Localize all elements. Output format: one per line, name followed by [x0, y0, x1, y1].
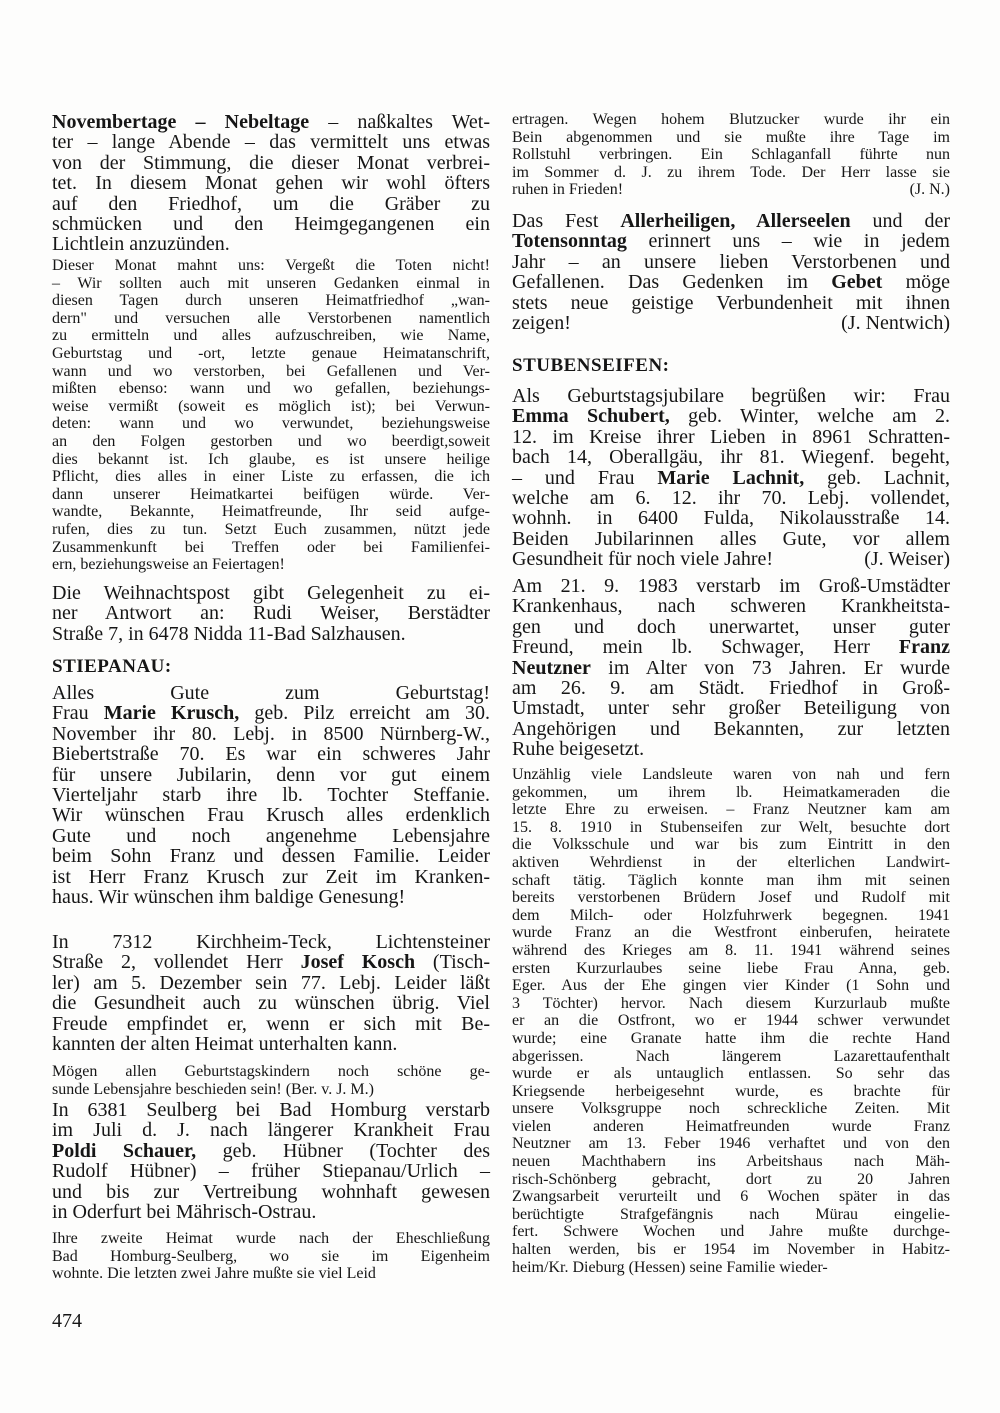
text-line	[512, 129, 950, 147]
text-segment: Zusammenkunft bei Treffen oder bei Familienfei-	[52, 538, 490, 556]
text-segment: wohnh. in 6400 Fulda, Nikolausstraße 14.	[512, 507, 950, 530]
text-line	[52, 867, 490, 887]
text-line	[52, 173, 490, 193]
text-segment: Geburtstag und -ort, letzte genaue Heimatanschrift,	[52, 344, 490, 362]
text-line	[52, 826, 490, 846]
text-line	[512, 1118, 950, 1136]
text-segment: – und Frau	[512, 466, 658, 489]
text-segment: welche am 6. 12. ihr 70. Lebj. vollendet,	[512, 487, 950, 510]
text-segment: wohnte. Die letzten zwei Jahre mußte sie viel Leid	[52, 1265, 376, 1283]
right-column	[512, 0, 950, 1413]
text-line	[52, 433, 490, 451]
text-line	[512, 678, 950, 698]
text-line	[512, 272, 950, 292]
text-line	[512, 766, 950, 784]
text-line	[512, 1259, 950, 1277]
text-line	[512, 658, 950, 678]
text-line	[512, 1188, 950, 1206]
text-segment: gekommen, um ihrem lb. Heimatkameraden die	[512, 783, 950, 801]
text-segment: beim Sohn Franz und dessen Familie. Leider	[52, 845, 490, 868]
text-line	[52, 583, 490, 603]
text-segment: tet. In diesem Monat gehen wir wohl öfters	[52, 172, 490, 195]
text-line	[52, 257, 490, 275]
text-line	[512, 181, 950, 199]
paragraph	[52, 112, 490, 255]
text-line	[52, 194, 490, 214]
text-line	[52, 310, 490, 328]
text-line	[52, 765, 490, 785]
section-heading	[512, 354, 950, 378]
text-line	[512, 1083, 950, 1101]
text-line	[512, 427, 950, 447]
text-line	[52, 952, 490, 972]
text-segment: weise vermißt (soweit es möglich ist); bei Verwun-	[52, 397, 490, 415]
text-segment: haus. Wir wünschen ihm baldige Genesung!	[52, 886, 406, 909]
text-segment: Als Geburtstagsjubilare begrüßen wir: Frau	[512, 385, 950, 407]
text-segment: im Sommer d. J. zu ihrem Tode. Der Herr lasse sie	[512, 163, 950, 181]
text-line	[512, 1153, 950, 1171]
text-line	[52, 993, 490, 1013]
text-segment: wurde; eine Granate hatte ihm die rechte Hand	[512, 1029, 950, 1047]
text-segment: an den Folgen gestorben und wo beerdigt,soweit	[52, 432, 490, 450]
text-line	[52, 932, 490, 952]
text-segment: Angehörigen und Bekannten, zur letzten	[512, 717, 950, 740]
paragraph	[52, 1100, 490, 1222]
bold-name: Totensonntag	[512, 230, 627, 253]
text-segment: Ruhe beigesetzt.	[512, 738, 645, 761]
text-segment: rufen, dies zu tun. Setzt Euch zusammen, nützt jede	[52, 520, 490, 538]
text-line	[512, 386, 950, 406]
text-segment: und bis zur Vertreibung wohnhaft gewesen	[52, 1180, 490, 1203]
text-line	[52, 234, 490, 254]
text-segment: – Wir sollten auch mit unseren Gedanken einmal in	[52, 274, 490, 292]
text-line	[512, 529, 950, 549]
text-line	[512, 313, 950, 333]
text-line	[512, 1100, 950, 1118]
text-segment: dies bekannt ist. Ich glaube, es ist unsere heilige	[52, 450, 490, 468]
text-segment: schmücken und den Heimgegangenen ein	[52, 213, 490, 236]
paragraph	[512, 386, 950, 570]
text-segment: Mögen allen Geburtstagskindern noch schöne ge-	[52, 1063, 490, 1080]
text-segment: möge	[882, 271, 951, 294]
text-segment: diesen Tagen durch unseren Heimatfriedhof „wan-	[52, 292, 490, 310]
text-line	[512, 924, 950, 942]
text-segment: Kriegsende herbeigesehnt wurde, es brachte für	[512, 1082, 950, 1100]
text-segment: ern, beziehungsweise an Feiertagen!	[52, 556, 285, 574]
text-segment: unsere Volksgruppe noch schreckliche Zeiten. Mit	[512, 1100, 950, 1118]
text-line	[52, 1100, 490, 1120]
text-segment: Bad Homburg-Seulberg, wo sie im Eigenheim	[52, 1247, 490, 1265]
text-segment: aktiven Wehrdienst in der elterlichen Landwirt-	[512, 853, 950, 871]
text-segment: erinnert uns – wie in jedem	[626, 230, 950, 253]
text-line	[52, 785, 490, 805]
bold-name: Gebet	[831, 271, 883, 294]
text-line	[52, 398, 490, 416]
text-segment: geb. Pilz erreicht am 30.	[239, 702, 490, 725]
text-segment: geb. Winter, welche am 2.	[669, 405, 950, 428]
text-segment: Gesundheit für noch viele Jahre!	[512, 548, 774, 571]
text-segment: zeigen!	[512, 312, 571, 335]
text-segment: in Oderfurt bei Mährisch-Ostrau.	[52, 1201, 317, 1224]
text-line	[52, 1202, 490, 1222]
text-segment: November ihr 80. Lebj. in 8500 Nürnberg-W.,	[52, 722, 490, 745]
text-line	[52, 415, 490, 433]
text-segment: Eger. Aus der Ehe gingen vier Kinder (1 Sohn und	[512, 977, 950, 995]
text-line	[52, 1141, 490, 1161]
text-segment: – naßkaltes Wet-	[309, 111, 490, 133]
text-line	[512, 784, 950, 802]
text-line	[52, 521, 490, 539]
text-line	[512, 576, 950, 596]
text-segment: Alles Gute zum Geburtstag!	[52, 682, 490, 704]
text-segment: er an die Ostfront, wo er 1944 schwer verwundet	[512, 1012, 950, 1030]
text-line	[52, 846, 490, 866]
text-segment: ner Antwort an: Rudi Weiser, Berstädter	[52, 602, 490, 625]
text-segment: neuen Machthabern ins Arbeitshaus nach Mäh-	[512, 1153, 950, 1171]
text-line	[52, 1034, 490, 1054]
text-segment: Krankenhaus, nach schweren Krankheitsta-	[512, 595, 950, 618]
text-segment: Straße 7, in 6478 Nidda 11-Bad Salzhausen.	[52, 622, 406, 645]
text-line	[512, 252, 950, 272]
paragraph	[512, 576, 950, 760]
text-line	[512, 508, 950, 528]
paragraph	[52, 683, 490, 907]
text-line	[512, 719, 950, 739]
text-segment: Neutzner am 13. Feber 1946 verhaftet und von den	[512, 1135, 950, 1153]
text-segment: Biebertstraße 70. Es war ein schweres Jahr	[52, 743, 490, 766]
bold-name: Novembertage – Nebeltage	[52, 111, 310, 133]
text-segment: 12. im Kreise ihrer Lieben in 8961 Schratten-	[512, 425, 950, 448]
text-segment: vielen anderen Heimatfreunden wurde Franz	[512, 1117, 950, 1135]
text-segment: halten werden, bis er 1954 im November in Habitz-	[512, 1241, 950, 1259]
text-segment: Frau	[52, 702, 104, 725]
text-line	[512, 854, 950, 872]
author-attribution: (J. Nentwich)	[841, 312, 950, 335]
text-segment: abgerissen. Nach längerem Lazarettaufenthalt	[512, 1047, 950, 1065]
text-line	[512, 995, 950, 1013]
text-line	[52, 973, 490, 993]
text-segment: Freude empfindet er, wenn er sich mit Be-	[52, 1012, 490, 1035]
text-segment: am 26. 9. am Städt. Friedhof in Groß-	[512, 677, 950, 700]
text-line	[52, 1265, 490, 1283]
text-line	[52, 683, 490, 703]
text-segment: heim/Kr. Dieburg (Hessen) seine Familie wieder-	[512, 1258, 828, 1276]
paragraph	[52, 257, 490, 574]
text-line	[52, 275, 490, 293]
text-segment: und der	[850, 210, 951, 232]
text-line	[52, 345, 490, 363]
text-segment: ruhen in Frieden!	[512, 181, 624, 199]
text-line	[52, 468, 490, 486]
text-line	[512, 889, 950, 907]
text-segment: dem Milch- oder Holzfuhrwerk begegnen. 1941	[512, 906, 950, 924]
text-segment: geb. Lachnit,	[804, 466, 950, 489]
bold-name: Marie Krusch,	[103, 702, 240, 725]
text-line	[52, 380, 490, 398]
text-line	[52, 1248, 490, 1266]
text-segment: Freund, mein lb. Schwager, Herr	[512, 636, 899, 659]
text-segment: Straße 2, vollendet Herr	[52, 951, 301, 974]
text-line	[52, 112, 490, 132]
text-segment: Pflicht, dies alles in einer Liste zu erfassen, die ich	[52, 468, 490, 486]
text-segment: ist Herr Franz Krusch zur Zeit im Kranken-	[52, 865, 490, 888]
text-segment: geb. Hübner (Tochter des	[196, 1139, 491, 1162]
text-line	[512, 977, 950, 995]
text-segment: Rudolf Hübner) – früher Stiepanau/Urlich –	[52, 1160, 490, 1183]
paragraph	[52, 932, 490, 1054]
text-segment: sunde Lebensjahre beschieden sein! (Ber. v. J. M.)	[52, 1080, 374, 1098]
paragraph	[52, 1230, 490, 1283]
text-line	[512, 549, 950, 569]
text-segment: gen und doch unerwartet, unser guter	[512, 615, 950, 638]
text-line	[512, 739, 950, 759]
text-line	[512, 406, 950, 426]
text-line	[52, 1081, 490, 1099]
text-segment: Das Fest	[512, 210, 621, 232]
text-line	[512, 836, 950, 854]
author-attribution: (J. N.)	[909, 181, 950, 199]
text-segment: Lichtlein anzuzünden.	[52, 233, 230, 256]
text-line	[52, 132, 490, 152]
bold-name: Josef Kosch	[300, 951, 416, 974]
text-segment: Vierteljahr starb ihre lb. Tochter Steffanie.	[52, 784, 490, 807]
text-line	[512, 596, 950, 616]
page-number: 474	[52, 1310, 82, 1332]
text-line	[52, 1014, 490, 1034]
text-segment: stets neue geistige Verbundenheit mit ihnen	[512, 291, 950, 314]
left-column	[52, 0, 490, 1413]
bold-name: Neutzner	[512, 656, 591, 679]
text-line	[52, 624, 490, 644]
text-line	[512, 1223, 950, 1241]
text-line	[52, 603, 490, 623]
text-line	[52, 363, 490, 381]
text-line	[512, 872, 950, 890]
text-segment: Am 21. 9. 1983 verstarb im Groß-Umstädter	[512, 575, 950, 597]
text-segment: Die Weihnachtspost gibt Gelegenheit zu ei-	[52, 582, 490, 604]
paragraph	[512, 211, 950, 333]
text-segment: dern" und versuchen alle Verstorbenen namentlich	[52, 309, 490, 327]
text-line	[52, 887, 490, 907]
text-line	[512, 1171, 950, 1189]
text-line	[512, 907, 950, 925]
text-line	[52, 1161, 490, 1181]
text-line	[52, 539, 490, 557]
text-line	[512, 942, 950, 960]
paragraph	[512, 111, 950, 199]
author-attribution: (J. Weiser)	[864, 548, 950, 571]
text-segment: Bein abgenommen und sie mußte ihre Tage im	[512, 128, 950, 146]
text-segment: im Juli d. J. nach längerer Krankheit Frau	[52, 1119, 490, 1142]
text-segment: (Tisch-	[415, 951, 490, 974]
text-line	[512, 211, 950, 231]
text-segment: Rollstuhl verbringen. Ein Schlaganfall führte nun	[512, 146, 950, 164]
text-segment: Dieser Monat mahnt uns: Vergeßt die Toten nicht!	[52, 257, 490, 274]
text-segment: von der Stimmung, die dieser Monat verbrei-	[52, 151, 490, 174]
text-segment: 3 Töchter) hervor. Nach diesem Kurzurlaub mußte	[512, 994, 950, 1012]
bold-name: Emma Schubert,	[512, 405, 670, 428]
paragraph	[52, 1063, 490, 1098]
text-line	[512, 1048, 950, 1066]
text-line	[512, 164, 950, 182]
text-segment: 15. 8. 1910 in Stubenseifen zur Welt, besuchte dort	[512, 818, 950, 836]
text-segment: ersten Kurzurlaubes seine liebe Frau Anna, geb.	[512, 959, 950, 977]
text-line	[52, 744, 490, 764]
text-line	[52, 486, 490, 504]
text-segment: dann unserer Heimatkartei beifügen würde. Ver-	[52, 485, 490, 503]
bold-name: Franz	[898, 636, 950, 659]
text-segment: kannten der alten Heimat unterhalten kann.	[52, 1033, 398, 1056]
text-segment: Ihre zweite Heimat wurde nach der Eheschließung	[52, 1230, 490, 1247]
text-segment: STUBENSEIFEN:	[512, 355, 670, 376]
text-line	[52, 1063, 490, 1081]
text-segment: wann und wo verstorben, bei Gefallenen und Ver-	[52, 362, 490, 380]
text-line	[512, 146, 950, 164]
text-line	[512, 447, 950, 467]
text-line	[52, 292, 490, 310]
text-line	[512, 231, 950, 251]
text-line	[512, 1030, 950, 1048]
text-segment: Wir wünschen Frau Krusch alles erdenklich	[52, 804, 490, 827]
text-line	[512, 111, 950, 129]
text-line	[52, 1230, 490, 1248]
text-segment: auf den Friedhof, um die Gräber zu	[52, 192, 490, 215]
text-line	[512, 698, 950, 718]
text-line	[512, 637, 950, 657]
text-segment: Gute und noch angenehme Lebensjahre	[52, 824, 490, 847]
text-line	[512, 819, 950, 837]
text-segment: während des Krieges am 8. 11. 1941 während seines	[512, 941, 950, 959]
text-segment: die Gesundheit auch zu wünschen übrig. Viel	[52, 992, 490, 1015]
text-segment: die Volksschule und war bis zum Eintritt in den	[512, 836, 950, 854]
text-line	[52, 724, 490, 744]
text-line	[52, 451, 490, 469]
text-line	[512, 488, 950, 508]
text-segment: In 6381 Seulberg bei Bad Homburg verstarb	[52, 1099, 490, 1121]
text-segment: ler) am 5. Dezember sein 77. Lebj. Leider läßt	[52, 971, 490, 994]
bold-name: Allerheiligen, Allerseelen	[620, 210, 851, 232]
text-segment: für unsere Jubilarin, denn vor gut einem	[52, 763, 490, 786]
text-line	[52, 503, 490, 521]
text-segment: STIEPANAU:	[52, 656, 172, 677]
paragraph	[52, 583, 490, 644]
text-segment: Jahr – an unsere lieben Verstorbenen und	[512, 250, 950, 273]
text-line	[512, 1012, 950, 1030]
text-segment: wurde er als untauglich entlassen. So sehr das	[512, 1065, 950, 1083]
text-segment: fert. Schwere Wochen und Jahre mußte durchge-	[512, 1223, 950, 1241]
text-line	[52, 327, 490, 345]
bold-name: Marie Lachnit,	[657, 466, 805, 489]
text-line	[512, 1241, 950, 1259]
text-line	[512, 1135, 950, 1153]
text-line	[52, 655, 490, 679]
text-segment: bach 14, Oberallgäu, ihr 81. Wiegenf. begeht,	[512, 446, 950, 469]
text-line	[52, 1120, 490, 1140]
text-segment: wurde Franz an die Westfront einberufen, heiratete	[512, 924, 950, 942]
text-line	[52, 805, 490, 825]
text-line	[52, 703, 490, 723]
text-segment: Beiden Jubilarinnen alles Gute, vor allem	[512, 527, 950, 550]
text-segment: In 7312 Kirchheim-Teck, Lichtensteiner	[52, 931, 490, 953]
text-segment: Umstadt, unter sehr großer Beteiligung von	[512, 697, 950, 720]
text-segment: bereits verstorbenen Brüdern Josef und Rudolf mit	[512, 889, 950, 907]
text-segment: zu ermitteln und alles aufzuschreiben, wie Name,	[52, 327, 490, 345]
paragraph	[512, 766, 950, 1276]
text-segment: mißten ebenso: wann und wo gefallen, beziehungs-	[52, 380, 490, 398]
text-segment: im Alter von 73 Jahren. Er wurde	[590, 656, 950, 679]
text-segment: Zwangsarbeit verurteilt und 6 Wochen später in das	[512, 1188, 950, 1206]
text-line	[52, 214, 490, 234]
text-segment: Gefallenen. Das Gedenken im	[512, 271, 832, 294]
text-line	[512, 293, 950, 313]
text-line	[52, 1182, 490, 1202]
text-segment: berüchtigte Strafgefängnis nach Mürau eingelie-	[512, 1205, 950, 1223]
text-line	[52, 153, 490, 173]
text-line	[52, 556, 490, 574]
text-line	[512, 1065, 950, 1083]
text-segment: ter – lange Abende – das vermittelt uns etwas	[52, 131, 490, 154]
text-line	[512, 801, 950, 819]
section-heading	[52, 655, 490, 679]
text-segment: risch-Schönberg gebracht, dort zu 20 Jahren	[512, 1170, 950, 1188]
text-segment: Unzählig viele Landsleute waren von nah und fern	[512, 766, 950, 783]
text-segment: ertragen. Wegen hohem Blutzucker wurde ihr ein	[512, 111, 950, 128]
text-line	[512, 354, 950, 378]
text-line	[512, 960, 950, 978]
text-segment: deten: wann und wo verwundet, beziehungsweise	[52, 415, 490, 433]
text-line	[512, 468, 950, 488]
text-line	[512, 617, 950, 637]
text-segment: wandte, Bekannte, Heimatfreunde, Ihr seid aufge-	[52, 503, 490, 521]
text-line	[512, 1206, 950, 1224]
bold-name: Poldi Schauer,	[52, 1139, 197, 1162]
text-segment: schaft tätig. Täglich konnte man ihm mit seinen	[512, 871, 950, 889]
text-segment: letzte Ehre zu erweisen. – Franz Neutzner kam am	[512, 801, 950, 819]
